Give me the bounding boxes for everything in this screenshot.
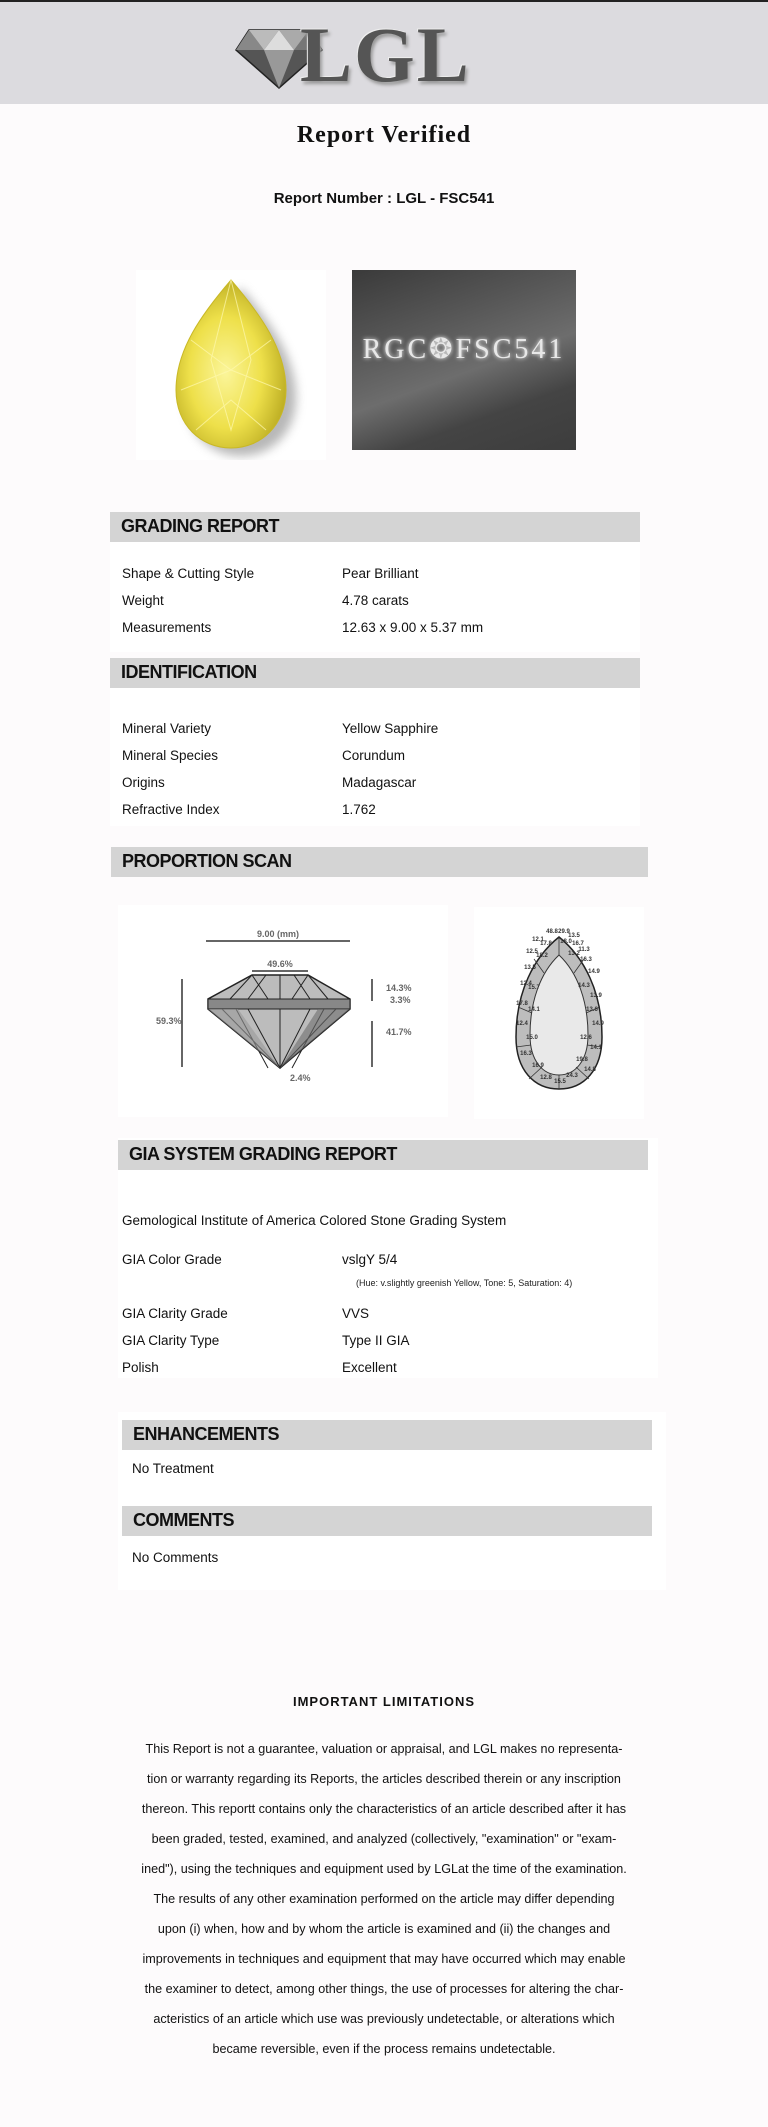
report-number: Report Number : LGL - FSC541 — [273, 190, 495, 207]
row-value: 1.762 — [342, 802, 376, 817]
facet-value-label: 18.2 — [536, 953, 548, 959]
proportion-scan-heading-bar — [111, 847, 648, 877]
row-label: Origins — [122, 775, 165, 790]
inscription-text: RGC❂FSC541 — [362, 334, 566, 365]
facet-value-label: 14.1 — [590, 1045, 602, 1051]
facet-value-label: 11.3 — [578, 947, 590, 953]
row-label: Weight — [122, 593, 164, 608]
row-value: Yellow Sapphire — [342, 721, 439, 736]
row-label: Measurements — [122, 620, 212, 635]
facet-value-label: 48.8 — [546, 929, 558, 935]
facet-value-label: 16.3 — [520, 1051, 532, 1057]
facet-value-label: 15.5 — [554, 1079, 566, 1085]
header-banner — [0, 2, 768, 104]
facet-value-label: 12.6 — [580, 1035, 592, 1041]
grading-report-heading: GRADING REPORT — [121, 516, 280, 536]
limitations-line: upon (i) when, how and by whom the article is examined and (ii) the changes and — [157, 1922, 611, 1936]
facet-value-label: 13.5 — [568, 933, 580, 939]
limitations-line: improvements in techniques and equipment that may have occurred which may enable — [142, 1952, 626, 1966]
limitations-line: thereon. This reportt contains only the characteristics of an article described after it has — [141, 1802, 627, 1816]
facet-value-label: 14.9 — [592, 1021, 604, 1027]
facet-value-label: 12.8 — [540, 1075, 552, 1081]
facet-value-label: 29.9 — [558, 929, 570, 935]
limitations-line: became reversible, even if the process remains undetectable. — [212, 2042, 556, 2056]
comments-text: No Comments — [132, 1550, 219, 1565]
profile-diagram — [118, 905, 448, 1117]
facet-value-label: 24.3 — [566, 1073, 578, 1079]
limitations-line: tion or warranty regarding its Reports, the articles described therein or any inscription — [147, 1772, 621, 1786]
facet-map-diagram — [474, 907, 644, 1119]
facet-value-label: 12.5 — [526, 949, 538, 955]
girdle-label: 3.3% — [390, 995, 411, 1005]
limitations-line: ined"), using the techniques and equipment used by LGLat the time of the examination. — [141, 1862, 627, 1876]
facet-value-label: 16.7 — [572, 941, 584, 947]
row-label: Mineral Species — [122, 748, 219, 763]
row-value: Type II GIA — [342, 1333, 410, 1348]
row-value: Corundum — [342, 748, 406, 763]
identification-heading: IDENTIFICATION — [121, 662, 257, 682]
row-label: Shape & Cutting Style — [122, 566, 255, 581]
comments-heading-bar — [122, 1506, 652, 1536]
comments-heading: COMMENTS — [133, 1510, 234, 1530]
limitations-line: the examiner to detect, among other things, the use of processes for altering the char- — [144, 1982, 624, 1996]
facet-value-label: 13.9 — [590, 993, 602, 999]
laser-inscription-photo — [352, 270, 576, 450]
culet-label: 2.4% — [290, 1073, 311, 1083]
limitations-line: This Report is not a guarantee, valuation or appraisal, and LGL makes no representa- — [145, 1742, 623, 1756]
facet-value-label: 17.8 — [516, 1001, 528, 1007]
row-label: Mineral Variety — [122, 721, 212, 736]
facet-value-label: 13.2 — [568, 951, 580, 957]
row-label: GIA Clarity Grade — [122, 1306, 228, 1321]
gem-photo — [136, 270, 326, 460]
row-label: GIA Color Grade — [122, 1252, 222, 1267]
row-value: 4.78 carats — [342, 593, 409, 608]
row-value: Excellent — [342, 1360, 397, 1375]
pavilion-label: 41.7% — [386, 1027, 412, 1037]
gia-subtitle: Gemological Institute of America Colored Stone Grading System — [122, 1213, 507, 1228]
row-value: VVS — [342, 1306, 370, 1321]
total-depth-label: 59.3% — [156, 1016, 182, 1026]
facet-value-label: 14.9 — [588, 969, 600, 975]
facet-value-label: 13.5 — [524, 965, 536, 971]
row-value: Madagascar — [342, 775, 417, 790]
row-label: Refractive Index — [122, 802, 220, 817]
width-label: 9.00 (mm) — [256, 929, 300, 939]
gia-heading: GIA SYSTEM GRADING REPORT — [129, 1144, 397, 1164]
facet-value-label: 16.9 — [532, 1063, 544, 1069]
crown-height-label: 14.3% — [386, 983, 412, 993]
row-value: Pear Brilliant — [342, 566, 419, 581]
limitations-line: acteristics of an article which use was previously undetectable, or alterations which — [153, 2012, 615, 2026]
page-title: Report Verified — [296, 122, 472, 148]
facet-value-label: 15.0 — [526, 1035, 538, 1041]
enhancements-heading-bar — [122, 1420, 652, 1450]
identification-heading-bar — [110, 658, 640, 688]
facet-value-label: 14.3 — [578, 983, 590, 989]
limitations-heading: IMPORTANT LIMITATIONS — [292, 1694, 476, 1709]
facet-value-label: 14.1 — [528, 1007, 540, 1013]
enhancements-text: No Treatment — [132, 1461, 214, 1476]
facet-value-label: 16.3 — [580, 957, 592, 963]
grading-report-heading-bar — [110, 512, 640, 542]
limitations-line: been graded, tested, examined, and analyzed (collectively, "examination" or "exam- — [151, 1832, 617, 1846]
color-grade-note: (Hue: v.slightly greenish Yellow, Tone: 5, Saturation: 4) — [356, 1278, 573, 1288]
proportion-scan-heading: PROPORTION SCAN — [122, 851, 292, 871]
facet-value-label: 12.1 — [532, 937, 544, 943]
facet-value-label: 12.4 — [520, 981, 532, 987]
limitations-text — [118, 1734, 650, 2064]
table-label: 49.6% — [267, 959, 293, 969]
logo-text: LGL — [300, 11, 471, 98]
facet-value-label: 12.4 — [516, 1021, 528, 1027]
facet-value-label: 14.8 — [584, 1067, 596, 1073]
facet-value-label: 19.8 — [576, 1057, 588, 1063]
row-value: 12.63 x 9.00 x 5.37 mm — [342, 620, 484, 635]
facet-value-label: 18.0 — [560, 939, 572, 945]
limitations-line: The results of any other examination performed on the article may differ depending — [153, 1892, 615, 1906]
row-value: vslgY 5/4 — [342, 1252, 398, 1267]
row-label: Polish — [122, 1360, 159, 1375]
facet-value-label: 17.8 — [540, 941, 552, 947]
facet-value-label: 13.6 — [586, 1007, 598, 1013]
row-label: GIA Clarity Type — [122, 1333, 220, 1348]
lgl-logo — [230, 11, 490, 98]
facet-value-label: 15.7 — [528, 985, 540, 991]
gia-heading-bar — [118, 1140, 648, 1170]
enhancements-heading: ENHANCEMENTS — [133, 1424, 280, 1444]
